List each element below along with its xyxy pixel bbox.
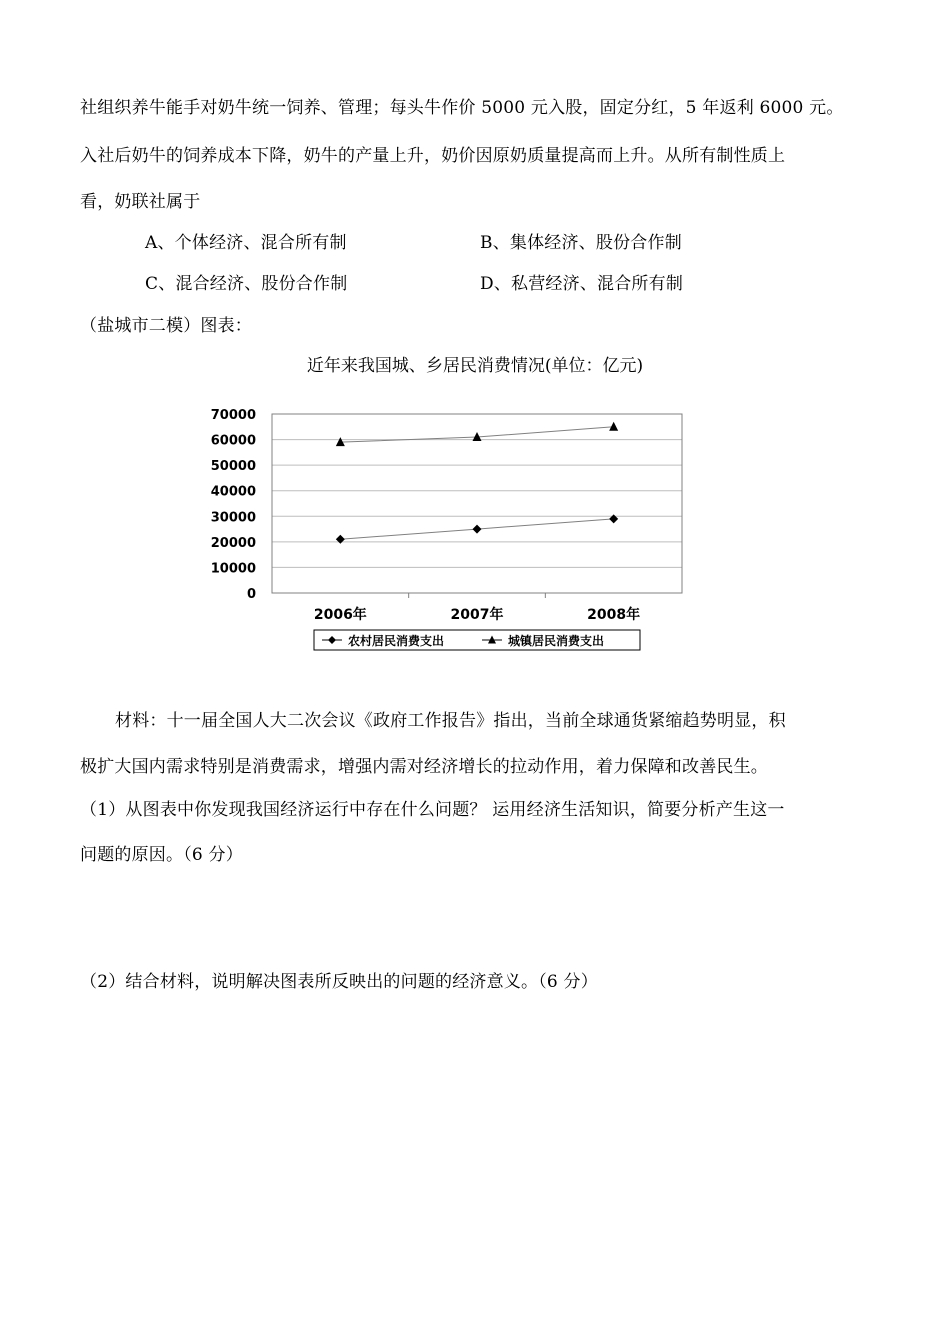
material-line-2: 极扩大国内需求特别是消费需求，增强内需对经济增长的拉动作用，着力保障和改善民生。 (80, 757, 768, 777)
option-b: B、集体经济、股份合作制 (480, 233, 682, 253)
x-tick-label: 2006年 (313, 607, 367, 623)
option-c: C、混合经济、股份合作制 (145, 274, 348, 294)
y-tick-label: 40000 (210, 484, 256, 500)
data-point-series-2 (609, 422, 618, 431)
y-tick-label: 10000 (210, 561, 256, 577)
data-point-series-1 (609, 514, 618, 523)
material-line-1: 材料：十一届全国人大二次会议《政府工作报告》指出，当前全球通货紧缩趋势明显，积 (115, 711, 786, 731)
data-point-series-1 (336, 535, 345, 544)
source-label: （盐城市二模）图表： (80, 316, 252, 336)
option-a: A、个体经济、混合所有制 (145, 233, 347, 253)
q2-line-1: （2）结合材料，说明解决图表所反映出的问题的经济意义。（6 分） (80, 972, 598, 992)
chart-title: 近年来我国城、乡居民消费情况(单位：亿元) (306, 356, 644, 376)
y-tick-label: 30000 (210, 510, 256, 526)
x-tick-label: 2008年 (587, 607, 641, 623)
y-tick-label: 20000 (210, 535, 256, 551)
legend-label-1: 农村居民消费支出 (348, 634, 445, 648)
intro-line-2: 入社后奶牛的饲养成本下降，奶牛的产量上升，奶价因原奶质量提高而上升。从所有制性质上 (80, 146, 786, 166)
y-tick-label: 50000 (210, 459, 256, 475)
y-tick-label: 60000 (210, 433, 256, 449)
y-tick-label: 0 (246, 587, 256, 602)
intro-line-1: 社组织养牛能手对奶牛统一饲养、管理；每头牛作价 5000 元入股，固定分红，5 年返利 6000 元。 (80, 98, 844, 118)
q1-line-2: 问题的原因。（6 分） (80, 845, 243, 865)
x-tick-label: 2007年 (450, 607, 504, 623)
consumption-line-chart (190, 400, 700, 660)
intro-line-3: 看，奶联社属于 (80, 192, 201, 212)
q1-line-1: （1）从图表中你发现我国经济运行中存在什么问题？ 运用经济生活知识，简要分析产生这一 (80, 800, 785, 820)
option-d: D、私营经济、混合所有制 (480, 274, 684, 294)
y-tick-label: 70000 (210, 408, 256, 423)
legend-label-2: 城镇居民消费支出 (508, 634, 605, 648)
data-point-series-1 (473, 525, 482, 534)
